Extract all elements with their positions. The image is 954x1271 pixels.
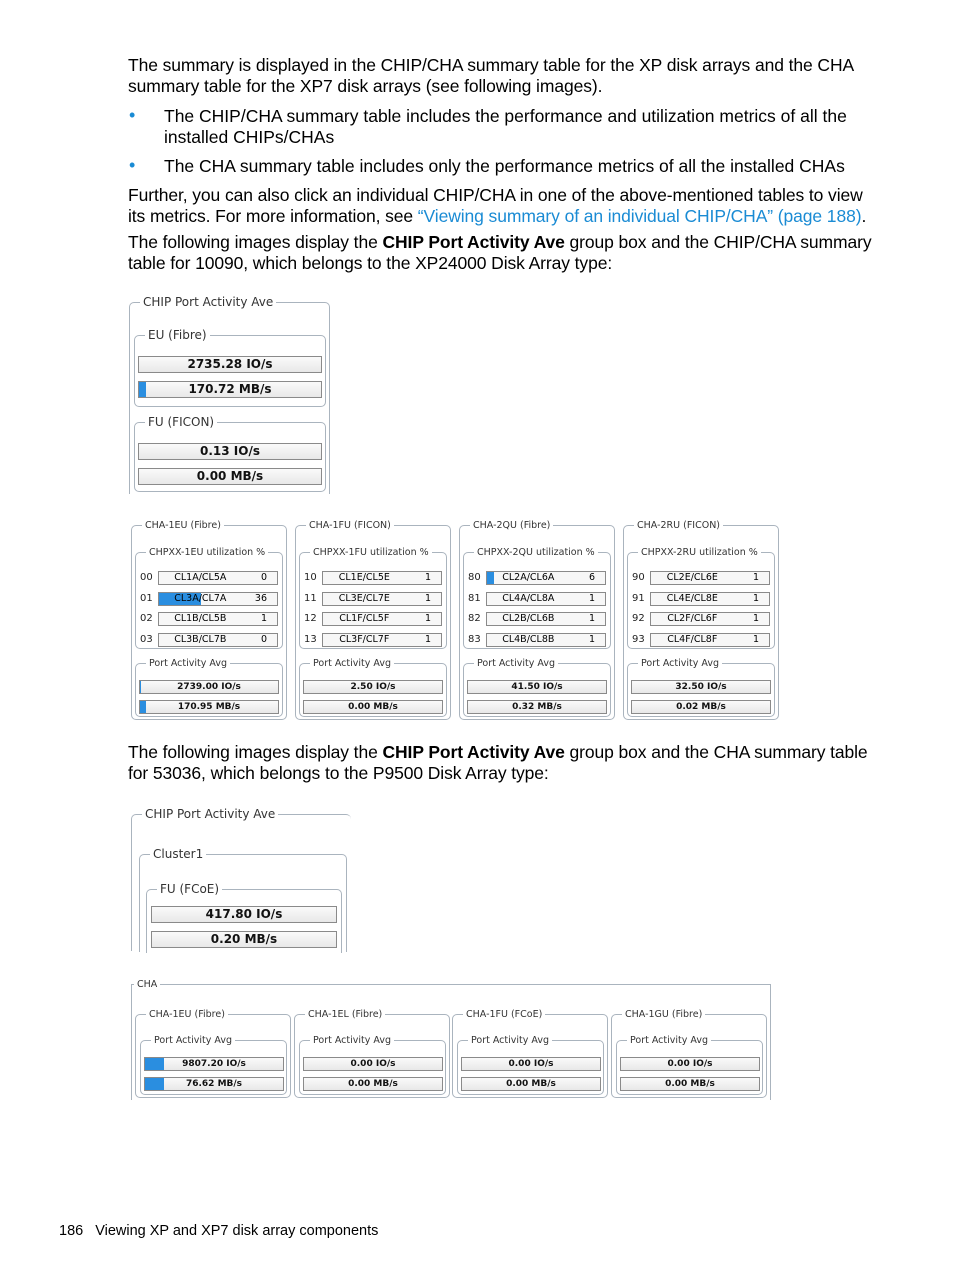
- cha-summary-table: [131, 979, 771, 1100]
- bar-fill: [140, 681, 141, 693]
- port-utilization-cell[interactable]: [158, 592, 278, 606]
- utilization-value: 1: [424, 572, 431, 583]
- port-utilization-cell[interactable]: [486, 633, 606, 647]
- p3-text-end: group box and the CHIP/CHA summary table for 10090, which belongs to the XP24000 Disk Array type:: [128, 232, 872, 273]
- bar-fill: [145, 1058, 164, 1070]
- port-activity-avg-groupbox: [299, 1035, 446, 1095]
- port-activity-avg-groupbox: [140, 1035, 287, 1095]
- port-name: CL1F/CL5F: [339, 613, 390, 624]
- mb-rate-bar: [620, 1077, 760, 1091]
- port-id: 13: [304, 633, 317, 645]
- groupbox-title: CHPXX-2RU utilization %: [638, 546, 761, 560]
- mb-rate-bar: [303, 700, 443, 714]
- port-utilization-cell[interactable]: [322, 633, 442, 647]
- groupbox-title: CHA-1EU (Fibre): [142, 519, 224, 533]
- port-name: CL4A/CL8A: [502, 592, 555, 604]
- bullet-dot-icon: •: [129, 155, 136, 175]
- io-rate-bar: [144, 1057, 284, 1071]
- port-name: CL4E/CL8E: [666, 592, 718, 604]
- groupbox-title: CHA-1GU (Fibre): [622, 1008, 705, 1022]
- bar-fill: [145, 1078, 164, 1090]
- port-id: 02: [140, 613, 153, 624]
- bar-label: 2.50 IO/s: [350, 682, 396, 692]
- groupbox-title: CHA: [134, 978, 160, 992]
- cha-groupbox: [623, 520, 779, 720]
- port-activity-avg-groupbox: [627, 658, 775, 717]
- port-id: 10: [304, 572, 317, 583]
- groupbox-title: CHA-2RU (FICON): [634, 519, 723, 533]
- groupbox-title: Port Activity Avg: [474, 657, 558, 671]
- bar-label: 0.00 IO/s: [350, 1059, 396, 1069]
- chip-port-activity-groupbox: [129, 295, 330, 494]
- io-rate-bar: [620, 1057, 760, 1071]
- port-utilization-cell[interactable]: [486, 612, 606, 626]
- utilization-value: 1: [752, 592, 759, 604]
- bar-label: 76.62 MB/s: [185, 1079, 243, 1089]
- mb-rate-bar: [144, 1077, 284, 1091]
- port-utilization-cell[interactable]: [322, 592, 442, 606]
- port-activity-avg-groupbox: [299, 658, 447, 717]
- utilization-groupbox: [299, 547, 447, 649]
- bar-label: 0.00 MB/s: [348, 702, 398, 712]
- groupbox-title: FU (FICON): [145, 415, 217, 429]
- utilization-value: 1: [424, 613, 431, 624]
- bar-label: 0.00 MB/s: [348, 1079, 398, 1089]
- utilization-value: 1: [424, 633, 431, 645]
- port-name: CL2F/CL6F: [667, 613, 718, 624]
- utilization-value: 1: [588, 592, 595, 604]
- groupbox-title: FU (FCoE): [157, 882, 222, 896]
- port-utilization-cell[interactable]: [158, 633, 278, 647]
- port-id: 92: [632, 613, 645, 624]
- mb-rate-bar: 0.20 MB/s: [151, 931, 337, 948]
- groupbox-title: CHPXX-2QU utilization %: [474, 546, 598, 560]
- utilization-value: 1: [588, 633, 595, 645]
- port-utilization-cell[interactable]: [158, 571, 278, 585]
- p4-text-end: group box and the CHA summary table for 53036, which belongs to the P9500 Disk Array type:: [128, 742, 868, 783]
- further-text: Further, you can also click an individual CHIP/CHA in one of the above-mentioned tables to view its metrics. For more information, see: [128, 185, 863, 226]
- bar-label: 0.00 MB/s: [665, 1079, 715, 1089]
- port-name: CL2B/CL6B: [502, 613, 555, 624]
- bar-label: 0.02 MB/s: [676, 702, 726, 712]
- mb-rate-bar: 0.00 MB/s: [138, 468, 322, 485]
- groupbox-title: EU (Fibre): [145, 328, 210, 342]
- bullet-dot-icon: •: [129, 105, 136, 125]
- port-utilization-cell[interactable]: [650, 571, 770, 585]
- p4-text: The following images display the: [128, 742, 383, 762]
- bar-label: 0.00 IO/s: [667, 1059, 713, 1069]
- cha-groupbox: [459, 520, 615, 720]
- groupbox-title: Port Activity Avg: [638, 657, 722, 671]
- mb-rate-bar: [467, 700, 607, 714]
- p9500-paragraph: [128, 742, 873, 784]
- port-id: 81: [468, 592, 481, 604]
- port-id: 01: [140, 592, 153, 604]
- cha-groupbox: [294, 1009, 450, 1098]
- port-utilization-cell[interactable]: [322, 571, 442, 585]
- port-id: 03: [140, 633, 153, 645]
- groupbox-title: CHA-1EL (Fibre): [305, 1008, 385, 1022]
- port-name: CL2A/CL6A: [502, 572, 555, 583]
- io-rate-bar: 2735.28 IO/s: [138, 356, 322, 373]
- utilization-value: 36: [254, 592, 267, 604]
- port-id: 80: [468, 572, 481, 583]
- bar-fill: [140, 701, 146, 713]
- utilization-value: 6: [588, 572, 595, 583]
- eu-fibre-groupbox: [134, 328, 326, 407]
- port-id: 91: [632, 592, 645, 604]
- port-id: 93: [632, 633, 645, 645]
- port-utilization-cell[interactable]: [650, 633, 770, 647]
- intro-paragraph: The summary is displayed in the CHIP/CHA summary table for the XP disk arrays and the CHA summary table for the XP7 disk arrays (see following images).: [128, 55, 854, 96]
- port-utilization-cell[interactable]: [486, 571, 606, 585]
- port-name: CL2E/CL6E: [666, 572, 718, 583]
- port-utilization-cell[interactable]: [322, 612, 442, 626]
- port-activity-avg-groupbox: [463, 658, 611, 717]
- groupbox-title: CHA-1FU (FICON): [306, 519, 394, 533]
- groupbox-title: CHIP Port Activity Ave: [142, 807, 278, 821]
- bar-label: 41.50 IO/s: [511, 682, 563, 692]
- port-id: 11: [304, 592, 317, 604]
- cha-groupbox: [611, 1009, 767, 1098]
- port-name: CL1E/CL5E: [338, 572, 390, 583]
- bullet-text: The CHA summary table includes only the performance metrics of all the installed CHAs: [164, 156, 845, 176]
- page-footer: [59, 1223, 378, 1239]
- port-name: CL3B/CL7B: [174, 633, 227, 645]
- page-number: 186: [59, 1223, 84, 1239]
- utilization-value: 1: [752, 613, 759, 624]
- bar-label: 0.00 IO/s: [508, 1059, 554, 1069]
- utilization-groupbox: [627, 547, 775, 649]
- mb-rate-bar: [139, 700, 279, 714]
- port-activity-avg-groupbox: [135, 658, 283, 717]
- bar-label: 0.00 MB/s: [506, 1079, 556, 1089]
- groupbox-title: Port Activity Avg: [468, 1034, 552, 1048]
- bullet-item: [128, 156, 873, 177]
- cross-reference-link[interactable]: “Viewing summary of an individual CHIP/CHA” (page 188): [417, 206, 862, 226]
- bar-label: 0.32 MB/s: [512, 702, 562, 712]
- port-activity-avg-groupbox: [457, 1035, 604, 1095]
- cha-groupbox: [295, 520, 451, 720]
- bullet-item: [128, 106, 873, 148]
- chip-port-activity-groupbox: [131, 807, 351, 951]
- utilization-value: 0: [260, 633, 267, 645]
- utilization-groupbox: [463, 547, 611, 649]
- utilization-value: 0: [260, 572, 267, 583]
- io-rate-bar: [139, 680, 279, 694]
- port-name: CL1B/CL5B: [174, 613, 227, 624]
- groupbox-title: Port Activity Avg: [627, 1034, 711, 1048]
- groupbox-title: CHPXX-1FU utilization %: [310, 546, 432, 560]
- mb-rate-bar: 170.72 MB/s: [138, 381, 322, 398]
- groupbox-title: CHIP Port Activity Ave: [140, 295, 276, 309]
- groupbox-title: CHA-1FU (FCoE): [463, 1008, 545, 1022]
- port-id: 90: [632, 572, 645, 583]
- utilization-value: 1: [752, 633, 759, 645]
- utilization-value: 1: [424, 592, 431, 604]
- port-name: CL3A/CL7A: [174, 592, 227, 604]
- bar-label: 9807.20 IO/s: [182, 1059, 246, 1069]
- fu-ficon-groupbox: [134, 415, 326, 492]
- io-rate-bar: 417.80 IO/s: [151, 906, 337, 923]
- port-utilization-cell[interactable]: [486, 592, 606, 606]
- port-id: 00: [140, 572, 153, 583]
- port-utilization-cell[interactable]: [650, 592, 770, 606]
- port-name: CL4B/CL8B: [502, 633, 555, 645]
- cha-groupbox: [135, 1009, 291, 1098]
- groupbox-title: CHA-1EU (Fibre): [146, 1008, 228, 1022]
- bullet-text: The CHIP/CHA summary table includes the performance and utilization metrics of all the installed CHIPs/CHAs: [164, 106, 847, 147]
- io-rate-bar: [631, 680, 771, 694]
- io-rate-bar: [303, 680, 443, 694]
- port-name: CL3E/CL7E: [338, 592, 390, 604]
- cha-groupbox: [452, 1009, 608, 1098]
- mb-rate-bar: [631, 700, 771, 714]
- port-id: 12: [304, 613, 317, 624]
- cha-groupbox: [131, 520, 287, 720]
- io-rate-bar: [461, 1057, 601, 1071]
- bar-label: 32.50 IO/s: [675, 682, 727, 692]
- p3-text: The following images display the: [128, 232, 383, 252]
- port-name: CL3F/CL7F: [339, 633, 390, 645]
- fu-fcoe-groupbox: [146, 882, 342, 953]
- footer-title: Viewing XP and XP7 disk array components: [95, 1223, 379, 1239]
- port-activity-avg-groupbox: [616, 1035, 763, 1095]
- further-end: .: [861, 206, 867, 226]
- port-name: CL1A/CL5A: [174, 572, 227, 583]
- further-paragraph: [128, 185, 873, 227]
- p3-bold: CHIP Port Activity Ave: [382, 232, 565, 252]
- io-rate-bar: [467, 680, 607, 694]
- groupbox-title: CHA-2QU (Fibre): [470, 519, 553, 533]
- mb-rate-bar: [303, 1077, 443, 1091]
- io-rate-bar: [303, 1057, 443, 1071]
- utilization-groupbox: [135, 547, 283, 649]
- mb-rate-bar: [461, 1077, 601, 1091]
- bar-label: 2739.00 IO/s: [177, 682, 241, 692]
- port-utilization-cell[interactable]: [158, 612, 278, 626]
- port-utilization-cell[interactable]: [650, 612, 770, 626]
- xp24000-paragraph: [128, 232, 873, 274]
- port-id: 83: [468, 633, 481, 645]
- utilization-value: 1: [588, 613, 595, 624]
- groupbox-title: Port Activity Avg: [310, 1034, 394, 1048]
- cluster-groupbox: [139, 847, 347, 952]
- port-id: 82: [468, 613, 481, 624]
- groupbox-title: Port Activity Avg: [146, 657, 230, 671]
- groupbox-title: CHPXX-1EU utilization %: [146, 546, 268, 560]
- groupbox-title: Port Activity Avg: [151, 1034, 235, 1048]
- utilization-value: 1: [752, 572, 759, 583]
- groupbox-title: Port Activity Avg: [310, 657, 394, 671]
- io-rate-bar: 0.13 IO/s: [138, 443, 322, 460]
- utilization-value: 1: [260, 613, 267, 624]
- bar-label: 170.95 MB/s: [177, 702, 241, 712]
- p4-bold: CHIP Port Activity Ave: [382, 742, 565, 762]
- groupbox-title: Cluster1: [150, 847, 206, 861]
- port-name: CL4F/CL8F: [667, 633, 718, 645]
